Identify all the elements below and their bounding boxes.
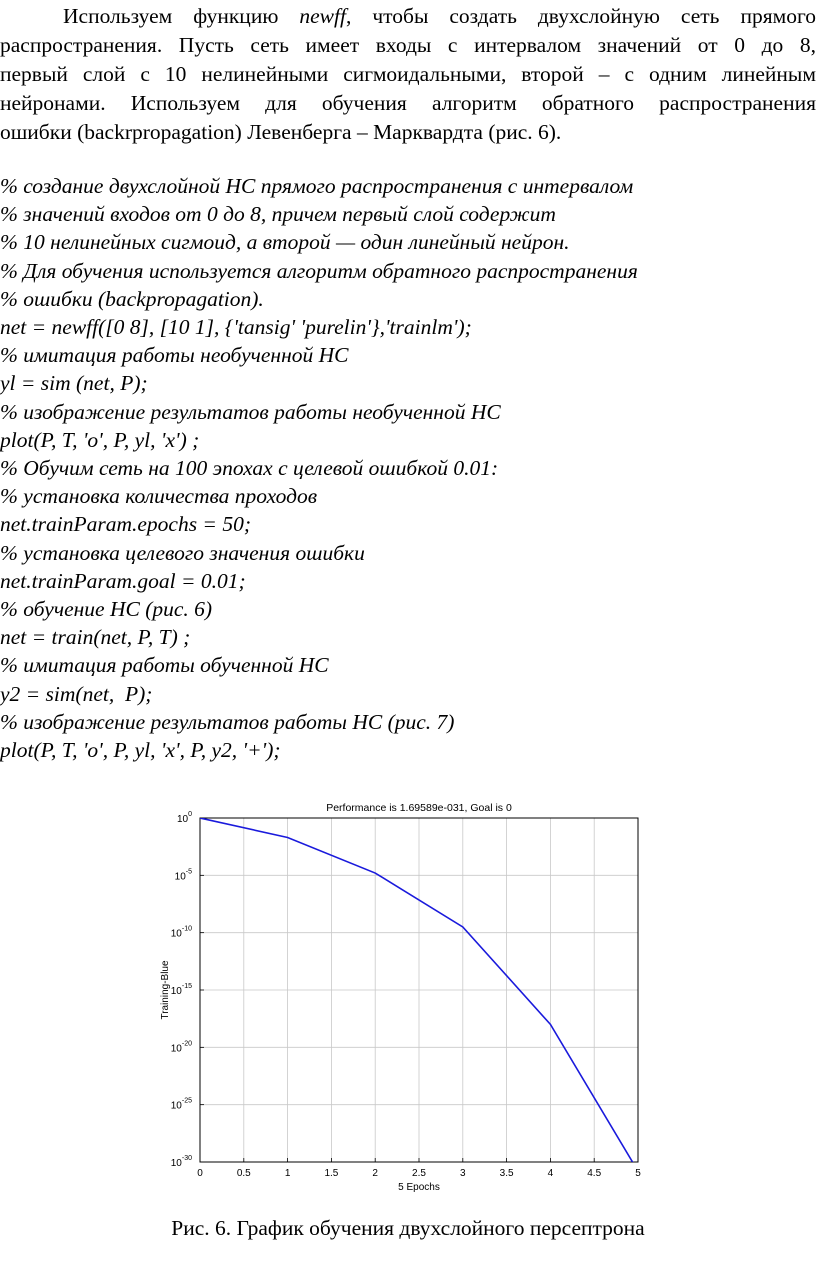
paragraph-line: распространения. Пусть сеть имеет входы с интервалом значений от 0 до 8, [0,33,816,57]
intro-paragraph [0,2,816,147]
y-tick-label: $10^{-10}$ [170,925,192,940]
code-line: % обучение НС (рис. 6) [0,597,213,622]
y-tick-label: $10^{-5}$ [174,868,192,883]
code-line: % имитация работы обученной НС [0,653,329,678]
code-line: % установка количества проходов [0,484,318,509]
x-axis-label: 5 Epochs [398,1182,440,1193]
code-line: % Обучим сеть на 100 эпохах с целевой ошибкой 0.01: [0,456,499,481]
training-performance-chart [140,798,660,1198]
code-line: yl = sim (net, P); [0,371,148,396]
y-tick-label: $10^{-30}$ [170,1155,192,1169]
code-line: % ошибки (backpropagation). [0,286,264,311]
x-tick-label: 2 [372,1168,378,1179]
x-tick-label: 4 [547,1168,554,1179]
code-line: plot(P, T, 'o', P, yl, 'x') ; [0,427,200,452]
x-tick-label: 0.5 [236,1168,251,1179]
code-line: % имитация работы необученной НС [0,343,349,368]
paragraph-line: первый слой с 10 нелинейными сигмоидальными, второй – с одним линейным [0,62,816,86]
chart-title: Performance is 1.69589e-031, Goal is 0 [326,802,512,814]
paragraph-line: ошибки (backrpropagation) Левенберга – Марквардта (рис. 6). [0,120,562,144]
code-line: % Для обучения используется алгоритм обратного распространения [0,258,638,283]
paragraph-line: нейронами. Используем для обучения алгоритм обратного распространения [0,91,816,115]
code-line: net = newff([0 8], [10 1], {'tansig' 'purelin'},'trainlm'); [0,315,472,340]
code-listing [0,172,816,764]
x-tick-label: 2.5 [412,1168,426,1179]
code-line: % 10 нелинейных сигмоид, а второй — один линейный нейрон. [0,230,570,255]
code-line: % значений входов от 0 до 8, причем первый слой содержит [0,202,556,227]
x-tick-label: 5 [635,1168,641,1179]
code-line: % создание двухслойной НС прямого распространения с интервалом [0,174,634,198]
x-tick-label: 3 [460,1168,466,1179]
code-line: net.trainParam.goal = 0.01; [0,568,246,593]
y-tick-label: $10^{-15}$ [170,983,192,997]
paragraph-line: Используем функцию newff, чтобы создать двухслойную сеть прямого [63,4,816,28]
code-line: % изображение результатов работы НС (рис. 7) [0,709,455,734]
code-line: % установка целевого значения ошибки [0,540,365,565]
x-tick-label: 1 [284,1168,291,1179]
y-tick-label: $10^{-20}$ [170,1040,192,1055]
code-line: y2 = sim(net, P); [0,681,153,706]
x-tick-label: 4.5 [587,1168,602,1179]
function-name: newff [299,4,346,28]
code-line: plot(P, T, 'o', P, yl, 'x', P, y2, '+'); [0,738,281,763]
x-tick-label: 3.5 [499,1168,514,1179]
figure-caption: Рис. 6. График обучения двухслойного персептрона [171,1216,645,1240]
code-line: % изображение результатов работы необученной НС [0,399,501,424]
y-tick-label: $10^0$ [176,811,192,825]
code-line: net = train(net, P, T) ; [0,625,191,650]
x-tick-label: 1.5 [324,1168,339,1179]
y-axis-label: Training-Blue [160,960,171,1020]
x-tick-label: 0 [197,1168,203,1179]
y-tick-label: $10^{-25}$ [170,1097,192,1112]
code-line: net.trainParam.epochs = 50; [0,512,251,537]
